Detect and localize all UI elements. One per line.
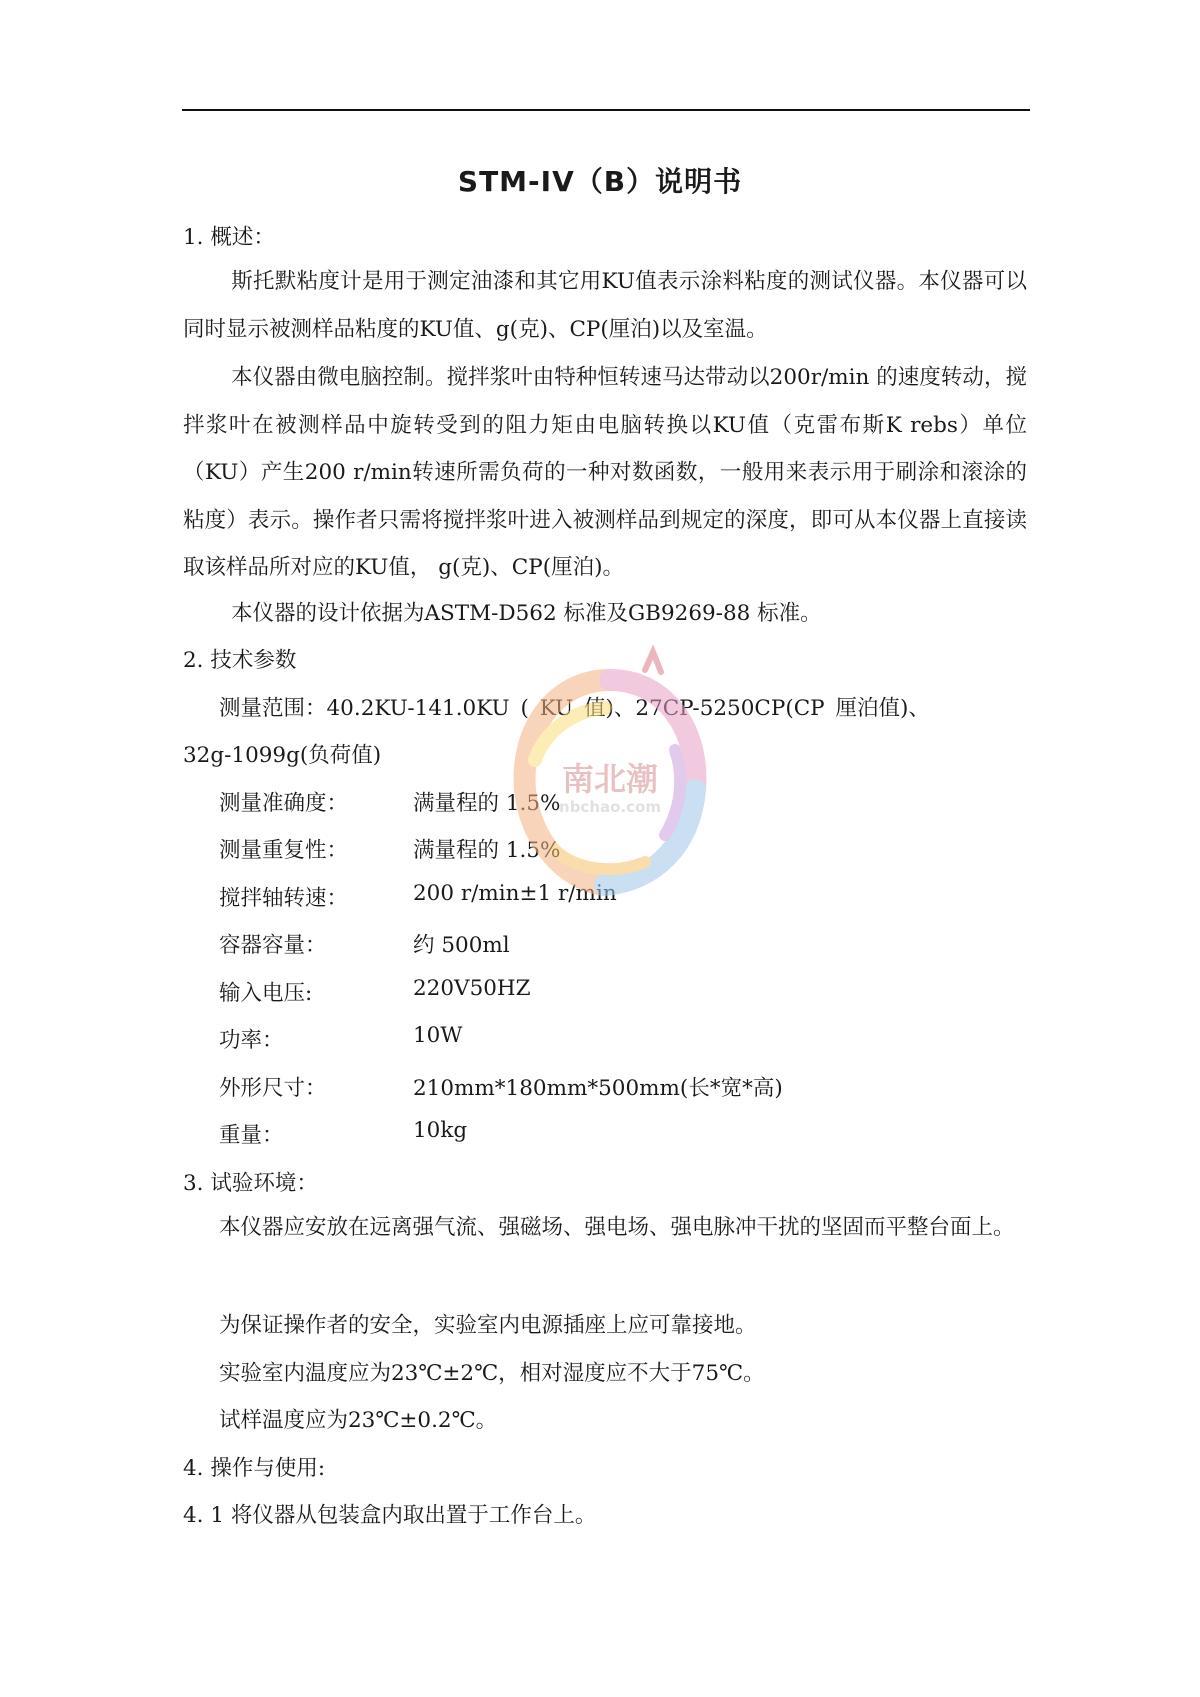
param-value: 满量程的 1.5% xyxy=(413,791,561,816)
env-paragraph-2: 为保证操作者的安全，实验室内电源插座上应可靠接地。 xyxy=(219,1313,757,1338)
section-3-heading: 3. 试验环境： xyxy=(183,1171,318,1196)
overview-paragraph-1 xyxy=(183,258,1027,353)
ops-step-1: 4. 1 将仪器从包装盒内取出置于工作台上。 xyxy=(183,1503,597,1528)
param-value: 200 r/min±1 r/min xyxy=(413,881,617,906)
measure-range-line-1: 测量范围：40.2KU-141.0KU ( KU 值)、27CP-5250CP(CP 厘泊值)、 xyxy=(219,696,930,721)
env-paragraph-4: 试样温度应为23℃±0.2℃。 xyxy=(219,1408,498,1433)
overview-paragraph-1-text: 斯托默粘度计是用于测定油漆和其它用KU值表示涂料粘度的测试仪器。本仪器可以同时显示被测样品粘度的KU值、g(克)、CP(厘泊)以及室温。 xyxy=(183,269,1027,342)
param-label: 测量准确度： xyxy=(219,791,349,816)
param-label: 输入电压: xyxy=(219,981,313,1006)
param-value: 10W xyxy=(413,1023,463,1048)
env-paragraph-1 xyxy=(183,1204,1027,1252)
param-label: 容器容量： xyxy=(219,933,327,958)
param-label: 搅拌轴转速： xyxy=(219,886,349,911)
measure-range-line-2: 32g-1099g(负荷值) xyxy=(183,743,382,768)
param-value: 满量程的 1.5% xyxy=(413,838,561,863)
param-label: 重量： xyxy=(219,1123,284,1148)
param-value: 210mm*180mm*500mm(长*宽*高) xyxy=(413,1076,783,1101)
section-1-heading: 1. 概述： xyxy=(183,225,275,250)
param-value: 约 500ml xyxy=(413,933,510,958)
param-label: 测量重复性： xyxy=(219,838,349,863)
env-paragraph-3: 实验室内温度应为23℃±2℃，相对湿度应不大于75℃。 xyxy=(219,1361,765,1386)
param-value: 220V50HZ xyxy=(413,976,531,1001)
section-4-heading: 4. 操作与使用: xyxy=(183,1456,326,1481)
watermark-text-en: nbchao.com xyxy=(559,798,661,816)
overview-paragraph-2 xyxy=(183,354,1027,592)
overview-paragraph-2-text: 本仪器由微电脑控制。搅拌浆叶由特种恒转速马达带动以200r/min 的速度转动，搅拌浆叶在被测样品中旋转受到的阻力矩由电脑转换以KU值（克雷布斯K rebs）单位（KU）产生200 r/min转速所需负荷的一种对数函数，一般用来表示用于刷涂和滚涂的粘度）表示。操作者只需将搅拌浆叶进入被测样品到规定的深度，即可从本仪器上直接读取该样品所对应的KU值， g(克)、CP(厘泊)。 xyxy=(183,365,1027,580)
header-rule xyxy=(182,109,1030,111)
nbchao-watermark-logo xyxy=(495,640,725,930)
env-paragraph-1-text: 本仪器应安放在远离强气流、强磁场、强电场、强电脉冲干扰的坚固而平整台面上。 xyxy=(219,1215,1015,1240)
watermark-text-cn: 南北潮 xyxy=(561,760,659,798)
document-title: STM-IV（B）说明书 xyxy=(457,165,743,198)
param-label: 功率： xyxy=(219,1028,284,1053)
overview-paragraph-3: 本仪器的设计依据为ASTM-D562 标准及GB9269-88 标准。 xyxy=(231,601,822,626)
section-2-heading: 2. 技术参数 xyxy=(183,648,297,673)
param-value: 10kg xyxy=(413,1118,468,1143)
param-label: 外形尺寸： xyxy=(219,1076,327,1101)
